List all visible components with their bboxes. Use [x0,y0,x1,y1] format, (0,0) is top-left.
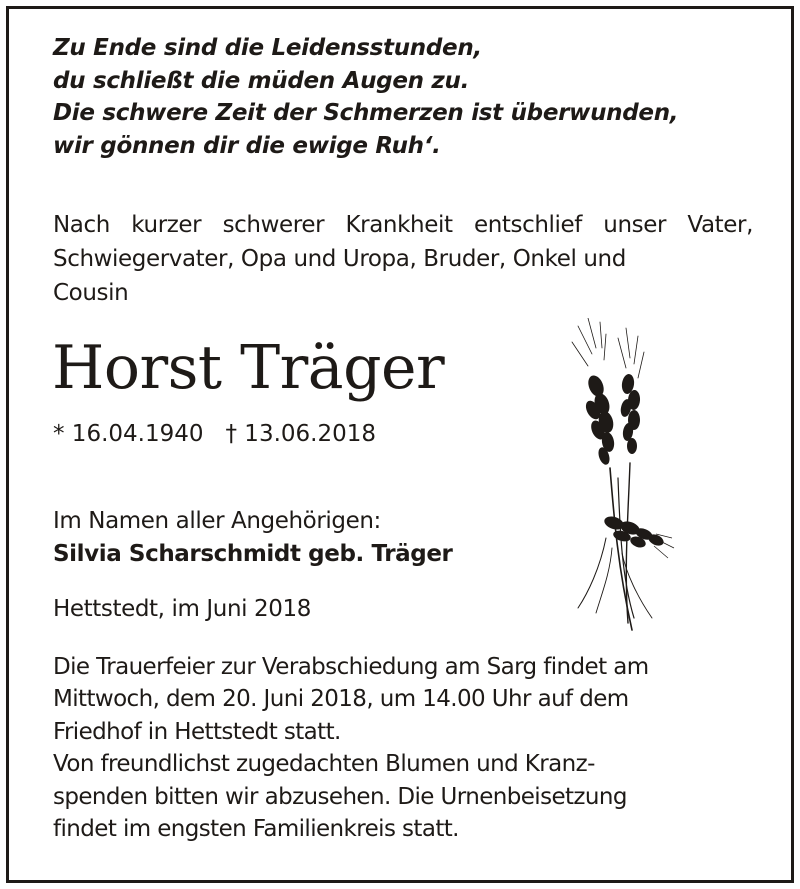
ceremony-line: Die Trauerfeier zur Verabschiedung am Sarg findet am [53,654,649,680]
place-and-date: Hettstedt, im Juni 2018 [53,596,311,622]
memorial-poem [53,32,678,162]
mourners-block [53,505,453,571]
poem-line: wir gönnen dir die ewige Ruh‘. [53,132,441,159]
life-dates [53,419,376,449]
poem-line: Die schwere Zeit der Schmerzen ist überwunden, [53,100,679,126]
intro-text [53,208,753,310]
birth-date: * 16.04.1940 [53,421,204,447]
ceremony-line: spenden bitten wir abzusehen. Die Urnenbeisetzung [53,783,627,810]
ceremony-line: Von freundlichst zugedachten Blumen und Kranz- [53,751,595,778]
ceremony-details [53,651,649,845]
poem-line: Zu Ende sind die Leidensstunden, [53,35,482,61]
ceremony-line: findet im engsten Familienkreis statt. [53,816,459,843]
death-date: † 13.06.2018 [225,421,376,447]
intro-line: Schwiegervater, Opa und Uropa, Bruder, Onkel und [53,246,626,272]
mourners-label: Im Namen aller Angehörigen: [53,508,381,534]
intro-line: Nach kurzer schwerer Krankheit entschlief unser Vater, [53,212,753,238]
ceremony-line: Friedhof in Hettstedt statt. [53,718,341,745]
intro-line: Cousin [53,280,129,306]
signer-name: Silvia Scharschmidt geb. Träger [53,541,453,567]
deceased-name: Horst Träger [52,333,445,403]
poem-line: du schließt die müden Augen zu. [53,67,470,94]
wheat-ears-icon [548,318,678,636]
ceremony-line: Mittwoch, dem 20. Juni 2018, um 14.00 Uhr auf dem [53,686,629,713]
